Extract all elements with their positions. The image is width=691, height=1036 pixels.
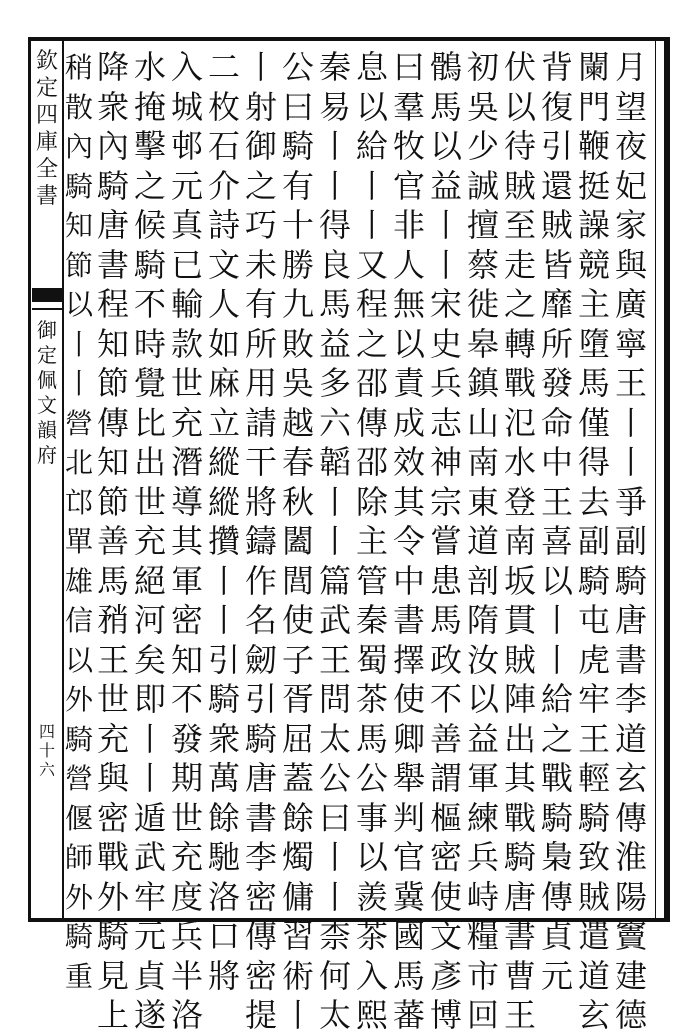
text-column: 月望夜妃家與廣寧王丨丨爭副騎唐書李道玄傳淮陽竇建德 bbox=[614, 48, 647, 1034]
text-column: 稍散內騎知節以丨丨營北邙單雄信以外騎營偃師外騎重 bbox=[64, 51, 93, 993]
text-column: 二枚石介詩文人如麻立縱縱攢丨丨引騎衆萬餘馳洛口將 bbox=[207, 48, 240, 995]
text-column: 秦易丨丨得良馬益多六韜丨丨篇武王問太公曰丨丨柰何太 bbox=[318, 48, 351, 1034]
text-column: 降衆內騎唐書程知節傳知節善馬矟王世充與密戰外騎見上 bbox=[96, 48, 129, 1034]
page-border-right bbox=[664, 37, 670, 922]
page-border-right-inner bbox=[655, 37, 656, 922]
fish-tail-rule bbox=[32, 308, 62, 310]
text-column: 初吳少誠擅蔡徙皋鎮山南東道剖隋汝以益軍練兵峙糧市回 bbox=[466, 48, 499, 1034]
page-number: 四十六 bbox=[38, 722, 55, 779]
gutter-section-title: 御定佩文韻府 bbox=[37, 318, 57, 467]
text-column: 闌門鞭挺譟競主墮馬僅得去副騎屯虎牢王輕騎致賊遣道玄 bbox=[577, 48, 610, 1034]
text-column: 背復引還賊皆靡所發命中王喜以丨丨給之戰騎梟傳貞元 bbox=[540, 48, 573, 995]
text-column: 水掩擊之候騎不時覺比出世充絕河矣即丨丨遁武牢元貞遂 bbox=[133, 48, 166, 1034]
text-column: 丨射御之巧未有所用請干將鑄作名劒引騎唐書李密傳密提 bbox=[244, 48, 277, 1034]
text-column: 公曰騎有十勝九敗吳越春秋闔閭使子胥屈蓋餘燭傭習術丨 bbox=[281, 48, 314, 1034]
text-column: 曰羣牧官非人無以責成效其令中書擇使卿舉判官冀國馬蕃 bbox=[392, 48, 425, 1034]
text-column: 入城邨元真已輸款世充潛導其軍密知不發期世充度兵半洛 bbox=[170, 48, 203, 1034]
text-column: 鶻馬以益丨丨宋史兵志神宗嘗患馬政不善謂樞密使文彥博 bbox=[429, 48, 462, 1034]
gutter-book-title: 欽定四庫全書 bbox=[35, 49, 58, 209]
text-column: 息以給丨丨又程之邵傳邵除主管秦蜀茶馬公事以羨茶入熙 bbox=[355, 48, 388, 1034]
fish-tail-mark bbox=[32, 288, 62, 302]
text-column: 伏以待賊至走之轉戰氾水登南坂貫賊陣出其戰騎唐書曹王 bbox=[503, 48, 536, 1034]
page-border-left bbox=[28, 37, 31, 922]
page-border-top bbox=[28, 37, 670, 41]
